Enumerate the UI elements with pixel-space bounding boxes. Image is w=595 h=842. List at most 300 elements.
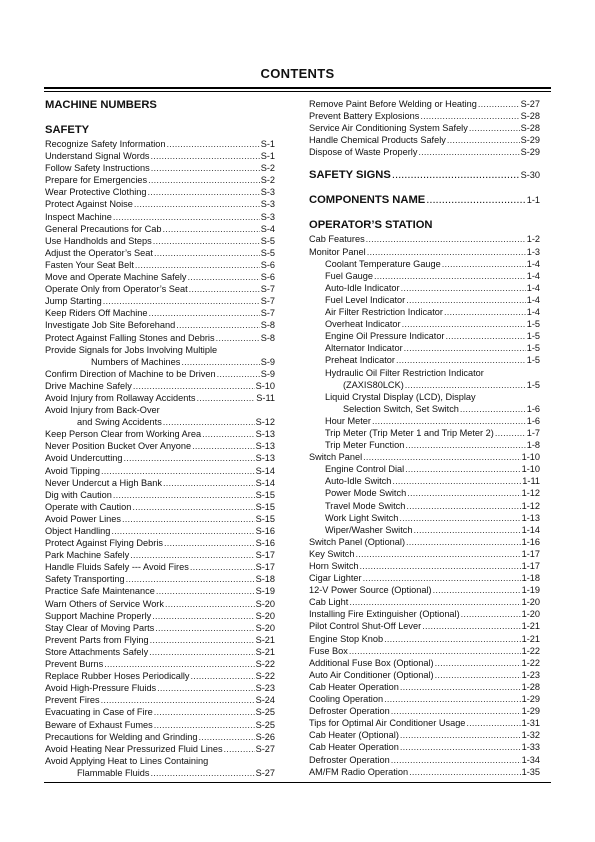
- entry-page-number: 1-10: [521, 452, 540, 463]
- toc-entry[interactable]: [45, 501, 275, 513]
- toc-entry[interactable]: [309, 512, 540, 524]
- leader-dots: [433, 584, 521, 596]
- toc-entry[interactable]: [45, 573, 275, 585]
- entry-page-number: S-29: [520, 135, 540, 146]
- toc-entry[interactable]: [45, 307, 275, 319]
- entry-label: Keep Person Clear from Working Area: [45, 429, 202, 440]
- toc-entry[interactable]: [309, 294, 540, 306]
- leader-dots: [135, 259, 260, 271]
- leader-dots: [435, 669, 521, 681]
- entry-page-number: 1-5: [526, 355, 540, 366]
- entry-label: (ZAXIS80LCK): [343, 379, 404, 390]
- toc-entry[interactable]: [45, 634, 275, 646]
- toc-entry[interactable]: [309, 500, 540, 512]
- page-title: CONTENTS: [260, 66, 335, 81]
- entry-page-number: S-15: [255, 513, 275, 524]
- toc-entry[interactable]: [309, 379, 540, 391]
- entry-page-number: S-1: [260, 139, 275, 149]
- leader-dots: [400, 741, 521, 753]
- toc-entry[interactable]: [309, 717, 540, 729]
- entry-label: Wiper/Washer Switch: [325, 524, 413, 535]
- entry-page-number: 1-22: [521, 657, 540, 668]
- toc-entry[interactable]: [309, 330, 540, 342]
- toc-entry[interactable]: [45, 295, 275, 307]
- toc-entry[interactable]: [309, 766, 540, 778]
- toc-entry[interactable]: [309, 415, 540, 427]
- toc-entry[interactable]: [45, 428, 275, 440]
- toc-left-column: [45, 98, 275, 779]
- leader-dots: [349, 645, 521, 657]
- leader-dots: [406, 536, 521, 548]
- leader-dots: [165, 598, 255, 610]
- leader-dots: [132, 501, 254, 513]
- entry-page-number: 1-1: [526, 195, 540, 206]
- entry-label: Recognize Safety Information: [45, 139, 166, 149]
- entry-page-number: S-15: [255, 501, 275, 512]
- entry-label: Safety Transporting: [45, 574, 125, 585]
- entry-label: Warn Others of Service Work: [45, 598, 164, 609]
- toc-entry[interactable]: [45, 513, 275, 525]
- toc-entry[interactable]: [309, 122, 540, 134]
- entry-label: Remove Paint Before Welding or Heating: [309, 99, 477, 109]
- toc-entry[interactable]: [45, 706, 275, 718]
- entry-label: Switch Panel: [309, 452, 363, 463]
- section-heading-entry[interactable]: [309, 193, 540, 208]
- toc-entry[interactable]: [45, 767, 275, 779]
- entry-label: Investigate Job Site Beforehand: [45, 320, 176, 331]
- toc-entry[interactable]: [45, 416, 275, 428]
- leader-dots: [104, 658, 254, 670]
- entry-page-number: S-9: [260, 356, 275, 367]
- toc-entry[interactable]: [309, 657, 540, 669]
- toc-entry[interactable]: [45, 283, 275, 295]
- toc-entry[interactable]: [309, 367, 540, 379]
- toc-entry[interactable]: [309, 403, 540, 415]
- leader-dots: [355, 548, 520, 560]
- toc-entry[interactable]: [45, 186, 275, 198]
- toc-entry[interactable]: [45, 465, 275, 477]
- section-heading: SAFETY: [45, 124, 90, 136]
- leader-dots: [154, 719, 255, 731]
- entry-page-number: S-11: [256, 392, 275, 403]
- entry-page-number: 1-17: [521, 561, 540, 571]
- leader-dots: [363, 572, 521, 584]
- toc-entry[interactable]: [45, 356, 275, 368]
- entry-page-number: 1-35: [521, 766, 540, 777]
- entry-label: Engine Oil Pressure Indicator: [325, 331, 445, 342]
- entry-label: Prevent Burns: [45, 659, 104, 670]
- entry-label: Stay Clear of Moving Parts: [45, 622, 155, 633]
- leader-dots: [187, 271, 259, 283]
- toc-entry[interactable]: [309, 427, 540, 439]
- entry-page-number: S-24: [255, 695, 275, 706]
- leader-dots: [461, 608, 521, 620]
- section-heading: OPERATOR’S STATION: [309, 219, 433, 232]
- leader-dots: [149, 646, 254, 658]
- toc-entry[interactable]: [45, 549, 275, 561]
- entry-page-number: S-20: [255, 598, 275, 609]
- leader-dots: [217, 368, 260, 380]
- entry-label: Tips for Optimal Air Conditioner Usage: [309, 718, 466, 729]
- title-rule-thin: [44, 91, 551, 92]
- entry-label: Trip Meter (Trip Meter 1 and Trip Meter 2): [325, 427, 494, 438]
- toc-entry[interactable]: [309, 487, 540, 499]
- leader-dots: [405, 379, 526, 391]
- toc-entry[interactable]: [45, 198, 275, 210]
- toc-entry[interactable]: [45, 319, 275, 331]
- entry-label: Cab Heater Operation: [309, 742, 399, 753]
- toc-entry[interactable]: [309, 705, 540, 717]
- entry-label: Handle Chemical Products Safely: [309, 135, 446, 146]
- toc-entry[interactable]: [309, 258, 540, 270]
- toc-entry[interactable]: [309, 463, 540, 475]
- leader-dots: [126, 573, 255, 585]
- section-gap: [309, 208, 540, 218]
- leader-dots: [442, 258, 526, 270]
- entry-page-number: S-25: [255, 707, 275, 718]
- toc-entry[interactable]: [309, 134, 540, 146]
- entry-label: Key Switch: [309, 548, 355, 559]
- entry-label: Operate with Caution: [45, 501, 132, 512]
- leader-dots: [420, 110, 519, 122]
- entry-label: Air Filter Restriction Indicator: [325, 307, 443, 318]
- entry-label: COMPONENTS NAME: [309, 194, 426, 207]
- leader-dots: [101, 465, 255, 477]
- entry-page-number: 1-21: [521, 621, 540, 632]
- toc-entry[interactable]: [45, 404, 275, 416]
- leader-dots: [216, 332, 260, 344]
- entry-label: Avoid High-Pressure Fluids: [45, 683, 157, 694]
- entry-label: Work Light Switch: [325, 512, 399, 523]
- leader-dots: [164, 537, 255, 549]
- leader-dots: [399, 512, 520, 524]
- leader-dots: [199, 731, 255, 743]
- leader-dots: [153, 235, 260, 247]
- toc-right-column: [309, 98, 540, 778]
- leader-dots: [406, 500, 520, 512]
- toc-entry[interactable]: [309, 548, 540, 560]
- leader-dots: [176, 319, 259, 331]
- toc-entry[interactable]: [45, 622, 275, 634]
- toc-entry[interactable]: [45, 368, 275, 380]
- toc-entry[interactable]: [45, 525, 275, 537]
- entry-label: Cab Heater (Optional): [309, 730, 399, 741]
- entry-page-number: S-5: [260, 235, 275, 246]
- toc-entry[interactable]: [309, 741, 540, 753]
- leader-dots: [391, 705, 521, 717]
- toc-entry[interactable]: [45, 150, 275, 162]
- entry-label: General Precautions for Cab: [45, 223, 162, 234]
- leader-dots: [466, 717, 520, 729]
- leader-dots: [444, 306, 526, 318]
- entry-page-number: S-17: [255, 562, 275, 573]
- entry-page-number: S-3: [260, 187, 275, 198]
- entry-label: Selection Switch, Set Switch: [343, 403, 459, 414]
- toc-entry[interactable]: [309, 754, 540, 766]
- entry-label: Additional Fuse Box (Optional): [309, 657, 434, 668]
- leader-dots: [113, 211, 260, 223]
- toc-entry[interactable]: [309, 681, 540, 693]
- leader-dots: [196, 392, 255, 404]
- entry-label: Park Machine Safely: [45, 550, 130, 561]
- toc-entry[interactable]: [45, 235, 275, 247]
- toc-entry[interactable]: [45, 452, 275, 464]
- section-heading: MACHINE NUMBERS: [45, 99, 157, 111]
- entry-page-number: S-21: [255, 634, 275, 645]
- section-heading-entry[interactable]: [309, 168, 540, 183]
- entry-label: Cab Light: [309, 597, 349, 608]
- leader-dots: [372, 415, 526, 427]
- entry-page-number: 1-20: [521, 609, 540, 620]
- entry-label: Cooling Operation: [309, 694, 384, 705]
- entry-page-number: S-3: [260, 211, 275, 222]
- toc-entry[interactable]: [45, 223, 275, 235]
- toc-entry[interactable]: [309, 110, 540, 122]
- section-gap: [45, 113, 275, 123]
- entry-label: Prevent Fires: [45, 695, 100, 706]
- entry-page-number: 1-8: [526, 440, 540, 451]
- toc-entry[interactable]: [45, 477, 275, 489]
- toc-entry[interactable]: [45, 670, 275, 682]
- toc-entry[interactable]: [45, 138, 275, 150]
- entry-page-number: S-8: [260, 332, 275, 343]
- entry-label: Installing Fire Extinguisher (Optional): [309, 609, 460, 620]
- entry-page-number: S-1: [260, 151, 275, 162]
- toc-entry[interactable]: [45, 719, 275, 731]
- entry-label: Flammable Fluids: [77, 767, 150, 778]
- toc-entry[interactable]: [45, 561, 275, 573]
- toc-entry[interactable]: [309, 596, 540, 608]
- entry-label: Prevent Parts from Flying: [45, 634, 149, 645]
- entry-label: Switch Panel (Optional): [309, 536, 406, 547]
- toc-entry[interactable]: [309, 572, 540, 584]
- entry-label: AM/FM Radio Operation: [309, 766, 409, 777]
- toc-entry[interactable]: [45, 585, 275, 597]
- entry-label: SAFETY SIGNS: [309, 169, 391, 182]
- leader-dots: [162, 223, 259, 235]
- entry-page-number: 1-20: [521, 597, 540, 608]
- entry-page-number: S-14: [255, 465, 275, 476]
- leader-dots: [418, 146, 519, 158]
- leader-dots: [163, 477, 255, 489]
- entry-page-number: 1-4: [526, 307, 540, 318]
- leader-dots: [446, 330, 526, 342]
- toc-entry[interactable]: [309, 98, 540, 110]
- toc-entry[interactable]: [309, 608, 540, 620]
- leader-dots: [392, 168, 520, 183]
- entry-page-number: S-18: [255, 574, 275, 585]
- leader-dots: [402, 318, 526, 330]
- leader-dots: [363, 451, 520, 463]
- entry-page-number: S-28: [520, 111, 540, 122]
- entry-page-number: 1-12: [521, 488, 540, 499]
- entry-label: Object Handling: [45, 526, 111, 536]
- toc-entry[interactable]: [45, 646, 275, 658]
- toc-entry[interactable]: [45, 731, 275, 743]
- toc-entry[interactable]: [45, 174, 275, 186]
- entry-label: Fuel Level Indicator: [325, 294, 406, 305]
- toc-entry[interactable]: [309, 246, 540, 258]
- toc-entry[interactable]: [309, 306, 540, 318]
- toc-entry[interactable]: [45, 247, 275, 259]
- leader-dots: [460, 403, 526, 415]
- toc-entry[interactable]: [45, 755, 275, 767]
- entry-page-number: S-3: [260, 199, 275, 210]
- entry-label: Confirm Direction of Machine to be Driven: [45, 368, 216, 379]
- leader-dots: [148, 307, 259, 319]
- entry-page-number: S-20: [255, 610, 275, 621]
- entry-page-number: 1-31: [521, 718, 540, 729]
- leader-dots: [130, 549, 254, 561]
- footer-rule: [44, 782, 551, 783]
- leader-dots: [396, 354, 526, 366]
- toc-entry[interactable]: [309, 729, 540, 741]
- toc-entry[interactable]: [45, 162, 275, 174]
- entry-label: Overheat Indicator: [325, 319, 401, 330]
- entry-page-number: 1-18: [521, 573, 540, 584]
- toc-entry[interactable]: [309, 669, 540, 681]
- entry-label: Power Mode Switch: [325, 488, 407, 499]
- toc-entry[interactable]: [309, 633, 540, 645]
- toc-entry[interactable]: [309, 391, 540, 403]
- entry-page-number: S-7: [260, 284, 275, 295]
- leader-dots: [202, 428, 254, 440]
- toc-entry[interactable]: [309, 270, 540, 282]
- entry-page-number: S-21: [255, 646, 275, 657]
- entry-page-number: S-12: [255, 417, 275, 428]
- entry-page-number: 1-16: [521, 536, 540, 547]
- leader-dots: [154, 247, 260, 259]
- toc-entry[interactable]: [309, 645, 540, 657]
- leader-dots: [405, 439, 525, 451]
- toc-entry[interactable]: [45, 271, 275, 283]
- toc-entry[interactable]: [309, 560, 540, 572]
- entry-label: Alternator Indicator: [325, 343, 403, 354]
- entry-page-number: S-14: [255, 477, 275, 488]
- entry-page-number: S-6: [260, 272, 275, 283]
- entry-page-number: 1-13: [521, 512, 540, 523]
- leader-dots: [151, 150, 260, 162]
- toc-entry[interactable]: [309, 146, 540, 158]
- toc-entry[interactable]: [309, 342, 540, 354]
- leader-dots: [400, 729, 521, 741]
- entry-page-number: 1-19: [521, 585, 540, 596]
- entry-label: Understand Signal Words: [45, 151, 150, 162]
- toc-entry[interactable]: [45, 440, 275, 452]
- entry-label: Follow Safety Instructions: [45, 163, 150, 174]
- toc-entry[interactable]: [45, 743, 275, 755]
- entry-label: Avoid Applying Heat to Lines Containing: [45, 755, 209, 766]
- entry-page-number: S-23: [255, 683, 275, 694]
- toc-entry[interactable]: [45, 332, 275, 344]
- leader-dots: [155, 622, 254, 634]
- entry-page-number: S-4: [260, 223, 275, 234]
- entry-label: Fasten Your Seat Belt: [45, 259, 134, 270]
- entry-page-number: S-29: [520, 147, 540, 158]
- toc-entry[interactable]: [45, 694, 275, 706]
- entry-label: Cab Features: [309, 234, 365, 245]
- leader-dots: [384, 693, 521, 705]
- entry-page-number: 1-3: [526, 246, 540, 257]
- leader-dots: [123, 452, 254, 464]
- entry-page-number: 1-5: [526, 319, 540, 330]
- entry-page-number: 1-2: [526, 234, 540, 245]
- toc-entry[interactable]: [309, 584, 540, 596]
- entry-label: Avoid Tipping: [45, 465, 100, 476]
- entry-label: Cab Heater Operation: [309, 681, 399, 692]
- toc-entry[interactable]: [45, 537, 275, 549]
- leader-dots: [349, 596, 520, 608]
- leader-dots: [469, 122, 520, 134]
- toc-entry[interactable]: [309, 233, 540, 245]
- entry-label: Numbers of Machines: [91, 356, 181, 367]
- toc-entry[interactable]: [45, 658, 275, 670]
- leader-dots: [156, 585, 255, 597]
- toc-entry[interactable]: [45, 380, 275, 392]
- entry-label: Preheat Indicator: [325, 355, 395, 366]
- toc-entry[interactable]: [309, 451, 540, 463]
- entry-page-number: S-27: [255, 743, 275, 754]
- toc-entry[interactable]: [45, 598, 275, 610]
- toc-entry[interactable]: [309, 620, 540, 632]
- toc-entry[interactable]: [45, 344, 275, 356]
- leader-dots: [384, 633, 521, 645]
- entry-page-number: 1-4: [526, 258, 540, 269]
- leader-dots: [148, 174, 260, 186]
- entry-label: Pilot Control Shut-Off Lever: [309, 621, 422, 632]
- toc-entry[interactable]: [309, 439, 540, 451]
- toc-entry[interactable]: [309, 318, 540, 330]
- toc-entry[interactable]: [309, 354, 540, 366]
- entry-page-number: S-28: [520, 123, 540, 134]
- entry-page-number: 1-17: [521, 548, 540, 559]
- entry-label: 12-V Power Source (Optional): [309, 585, 432, 596]
- entry-page-number: 1-6: [526, 403, 540, 414]
- title-rule-thick: [44, 87, 551, 89]
- toc-entry[interactable]: [309, 693, 540, 705]
- entry-label: Drive Machine Safely: [45, 380, 132, 391]
- toc-entry[interactable]: [309, 475, 540, 487]
- entry-label: Avoid Injury from Back-Over: [45, 405, 160, 416]
- toc-entry[interactable]: [309, 524, 540, 536]
- leader-dots: [101, 694, 255, 706]
- toc-entry[interactable]: [45, 610, 275, 622]
- toc-entry[interactable]: [45, 211, 275, 223]
- toc-entry[interactable]: [45, 682, 275, 694]
- entry-label: Coolant Temperature Gauge: [325, 258, 441, 269]
- leader-dots: [103, 295, 260, 307]
- entry-page-number: S-17: [255, 550, 275, 561]
- entry-label: Travel Mode Switch: [325, 500, 406, 511]
- entry-page-number: S-16: [255, 538, 275, 549]
- entry-page-number: S-27: [255, 767, 275, 778]
- entry-page-number: S-2: [260, 163, 275, 174]
- leader-dots: [405, 463, 520, 475]
- toc-entry[interactable]: [45, 489, 275, 501]
- entry-page-number: 1-5: [526, 343, 540, 354]
- toc-entry[interactable]: [309, 282, 540, 294]
- toc-entry[interactable]: [45, 392, 275, 404]
- leader-dots: [113, 489, 255, 501]
- toc-entry[interactable]: [309, 536, 540, 548]
- toc-entry[interactable]: [45, 259, 275, 271]
- entry-page-number: 1-4: [526, 294, 540, 305]
- leader-dots: [152, 610, 254, 622]
- leader-dots: [409, 766, 521, 778]
- leader-dots: [122, 513, 255, 525]
- entry-label: Precautions for Welding and Grinding: [45, 731, 198, 742]
- entry-label: Engine Stop Knob: [309, 633, 384, 644]
